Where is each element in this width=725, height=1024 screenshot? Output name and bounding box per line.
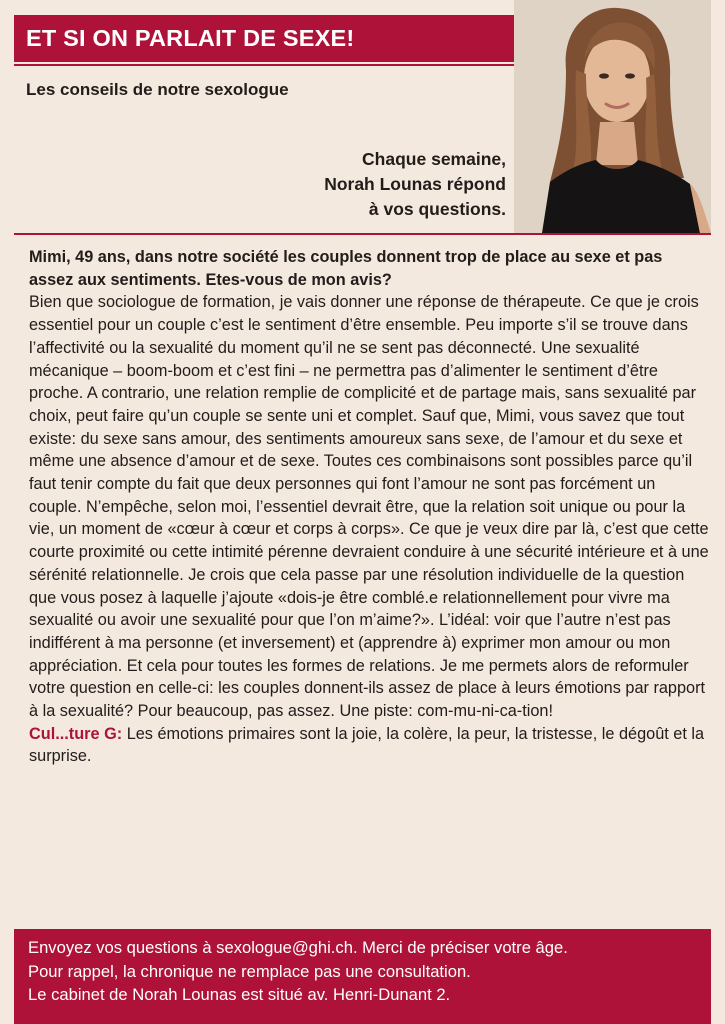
culture-note <box>29 723 709 768</box>
column-title: ET SI ON PARLAIT DE SEXE! <box>14 15 514 62</box>
reader-question: Mimi, 49 ans, dans notre société les couples donnent trop de place au sexe et pas assez aux sentiments. Etes-vous de mon avis? <box>29 248 663 289</box>
footer-line: Envoyez vos questions à sexologue@ghi.ch. Merci de préciser votre âge. <box>28 938 568 957</box>
article-body <box>29 246 709 768</box>
column-subtitle: Les conseils de notre sexologue <box>26 80 289 99</box>
footer-line: Pour rappel, la chronique ne remplace pas une consultation. <box>28 961 471 981</box>
intro-line: Chaque semaine, <box>362 149 506 169</box>
sexologist-portrait-photo <box>514 0 711 233</box>
intro-text <box>236 147 506 222</box>
intro-line: Norah Lounas répond <box>324 174 506 194</box>
portrait-illustration <box>514 0 711 233</box>
culture-label: Cul...ture G: <box>29 724 123 743</box>
photo-divider <box>14 233 711 235</box>
footer-line: Le cabinet de Norah Lounas est situé av. Henri-Dunant 2. <box>28 985 451 1004</box>
header-divider <box>14 64 514 66</box>
expert-answer: Bien que sociologue de formation, je vais donner une réponse de thérapeute. Ce que je crois essentiel pour un couple c’est le sentiment d’être ensemble. Peu importe s’il se trouve dans l’affectivité ou la sexualité du moment qu’il ne se sent pas déconnecté. Une sexualité mécanique – boom-boom et c’est fini – ne permettra pas d’alimenter le sentiment d’être proche. A contrario, une relation remplie de complicité et de partage mais, sans sexualité par choix, peut faire qu’un couple se sente uni et complet. Sauf que, Mimi, vous savez que tout existe: du sexe sans amour, des sentiments amoureux sans sexe, de l’amour et du sexe et même une absence d’amour et de sexe. Toutes ces combinaisons sont possibles parce qu’il faut tenir compte du fait que deux personnes qui font l’amour ne sont pas forcément un couple. N’empêche, selon moi, l’essentiel devrait être, que la relation soit unique ou pour la vie, un moment de «cœur à cœur et corps à corps». Ce que je veux dire par là, c’est que cette courte proximité ou cette intimité pérenne devraient conduire à une sécurité intérieure et à une sérénité relationnelle. Je crois que cela passe par une résolution individuelle de la question que vous posez à laquelle j’ajoute «dois-je être comblé.e relationnellement pour vivre ma sexualité ou avoir une sexualité pour que l’on m’aime?». L’idéal: voir que l’autre n’est pas indifférent à ma personne (et inversement) et (apprendre à) exprimer mon amour ou mon appréciation. Et cela pour toutes les formes de relations. Je me permets alors de reformuler votre question en celle-ci: les couples donnent-ils assez de place à leurs émotions par rapport à la sexualité? Pour beaucoup, pas assez. Une piste: com-mu-ni-ca-tion! <box>29 293 709 721</box>
contact-footer <box>14 929 711 1024</box>
culture-text: Les émotions primaires sont la joie, la colère, la peur, la tristesse, le dégoût et la surprise. <box>29 724 705 766</box>
intro-line: à vos questions. <box>368 199 506 219</box>
